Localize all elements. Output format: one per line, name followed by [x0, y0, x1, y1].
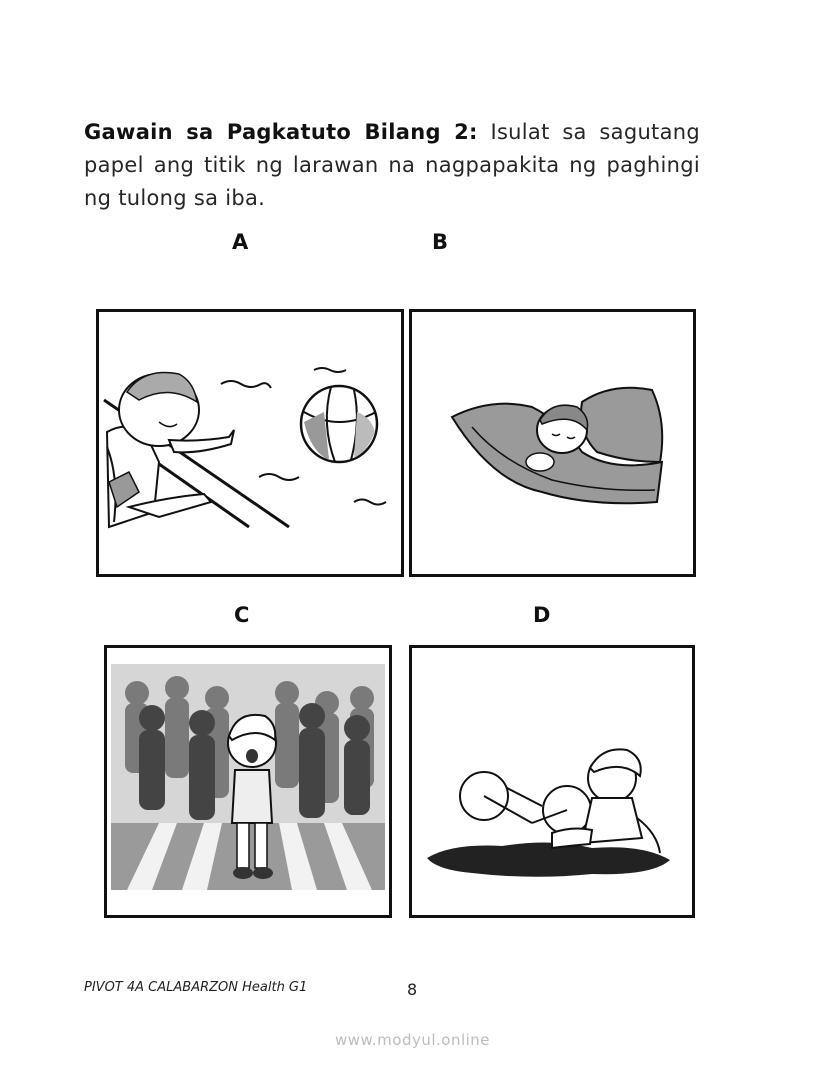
- activity-instruction: [84, 116, 700, 215]
- watermark: www.modyul.online: [334, 1031, 491, 1049]
- choice-label-d: D: [533, 603, 551, 627]
- activity-title: Gawain sa Pagkatuto Bilang 2:: [84, 120, 478, 144]
- picture-d-bike-fall: [409, 645, 695, 918]
- choice-label-c: C: [234, 603, 250, 627]
- page-number: 8: [407, 980, 418, 999]
- lost-child-crowd-illustration: [107, 648, 389, 915]
- picture-b-sleeping: [409, 309, 696, 577]
- picture-a-drowning-ball: [96, 309, 404, 577]
- child-reaching-ball-illustration: [99, 312, 401, 574]
- child-fell-bike-illustration: [412, 648, 692, 915]
- activity-text: Isulat sa sagutang papel ang titik ng larawan na nagpapakita ng paghingi ng tulong sa iba.: [84, 120, 700, 210]
- choice-label-a: A: [232, 230, 249, 254]
- choice-label-b: B: [432, 230, 449, 254]
- sleeping-child-illustration: [412, 312, 693, 574]
- picture-c-lost-child-crying: [104, 645, 392, 918]
- footer-source: PIVOT 4A CALABARZON Health G1: [84, 980, 308, 995]
